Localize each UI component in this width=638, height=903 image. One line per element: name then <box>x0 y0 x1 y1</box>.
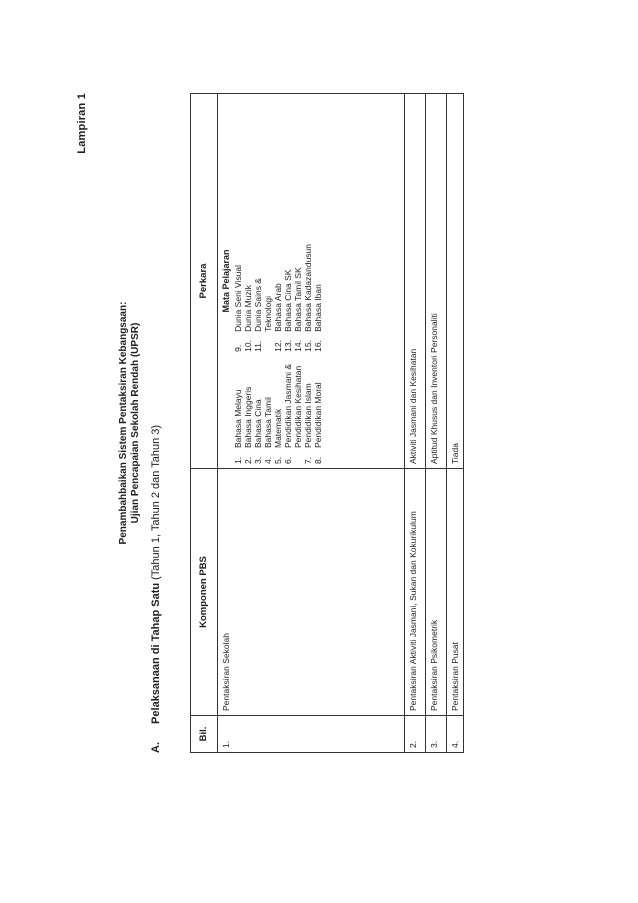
document-title <box>118 93 142 753</box>
row-komponen: Pentaksiran Psikometrik <box>426 469 447 716</box>
section-note: (Tahun 1, Tahun 2 dan Tahun 3) <box>150 424 162 580</box>
subject-list-1 <box>233 364 323 464</box>
list-item: 12. Bahasa Arab <box>273 283 283 352</box>
list-item: 4. Bahasa Tamil <box>263 397 273 464</box>
list-item: 8. Pendidikan Moral <box>313 382 323 464</box>
pbs-table <box>190 93 464 753</box>
appendix-label: Lampiran 1 <box>76 93 88 154</box>
list-item: 13. Bahasa Cina SK <box>283 269 293 352</box>
list-item: 9. Dunia Seni Visual <box>233 264 243 352</box>
list-item: 1. Bahasa Melayu <box>233 389 243 464</box>
list-item: 5. Matematik <box>273 408 283 464</box>
header-komponen: Komponen PBS <box>191 469 218 716</box>
list-item-continuation: Teknologi <box>263 295 273 332</box>
section-title: Pelaksanaan di Tahap Satu <box>150 582 162 724</box>
table-row <box>218 94 405 753</box>
table-row <box>426 94 447 753</box>
row-perkara: Aptitud Khusus dan Inventori Personaliti <box>426 94 447 469</box>
list-item: 16. Bahasa Iban <box>313 284 323 352</box>
section-heading <box>150 425 163 753</box>
header-bil: Bil. <box>191 716 218 753</box>
row-perkara: Aktiviti Jasmani dan Kesihatan <box>405 94 426 469</box>
row-bil: 4. <box>447 716 464 753</box>
table-row <box>405 94 426 753</box>
row-bil: 2. <box>405 716 426 753</box>
row-perkara: Tiada <box>447 94 464 469</box>
row-komponen: Pentaksiran Aktiviti Jasmani, Sukan dan Kokurikulum <box>405 469 426 716</box>
list-item: 2. Bahasa Inggeris <box>243 386 253 464</box>
row-bil: 1. <box>218 716 405 753</box>
list-item: 7. Pendidikan Islam <box>303 383 313 464</box>
row-komponen: Pentaksiran Pusat <box>447 469 464 716</box>
section-letter: A. <box>150 742 162 753</box>
row-bil: 3. <box>426 716 447 753</box>
table-row <box>447 94 464 753</box>
list-item: 6. Pendidikan Jasmani & <box>283 363 293 464</box>
subject-lists <box>233 98 323 464</box>
title-line-1: Penambahbaikan Sistem Pentaksiran Kebangsaan: <box>118 301 129 545</box>
list-item: 10. Dunia Muzik <box>243 285 253 352</box>
list-item: 11. Dunia Sains & <box>253 278 263 352</box>
title-line-2: Ujian Pencapaian Sekolah Rendah (UPSR) <box>130 322 141 524</box>
list-item: 15. Bahasa Kadazandusun <box>303 243 313 352</box>
header-perkara: Perkara <box>191 94 218 469</box>
table-header-row <box>191 94 218 753</box>
list-item: 14. Bahasa Tamil SK <box>293 267 303 352</box>
row-perkara <box>218 94 405 469</box>
row-komponen: Pentaksiran Sekolah <box>218 469 405 716</box>
list-item-continuation: Pendidikan Kesihatan <box>293 365 303 448</box>
subject-list-2 <box>233 244 323 352</box>
document-sheet <box>70 93 460 753</box>
mata-pelajaran-heading: Mata Pelajaran <box>221 249 231 313</box>
list-item: 3. Bahasa Cina <box>253 399 263 464</box>
